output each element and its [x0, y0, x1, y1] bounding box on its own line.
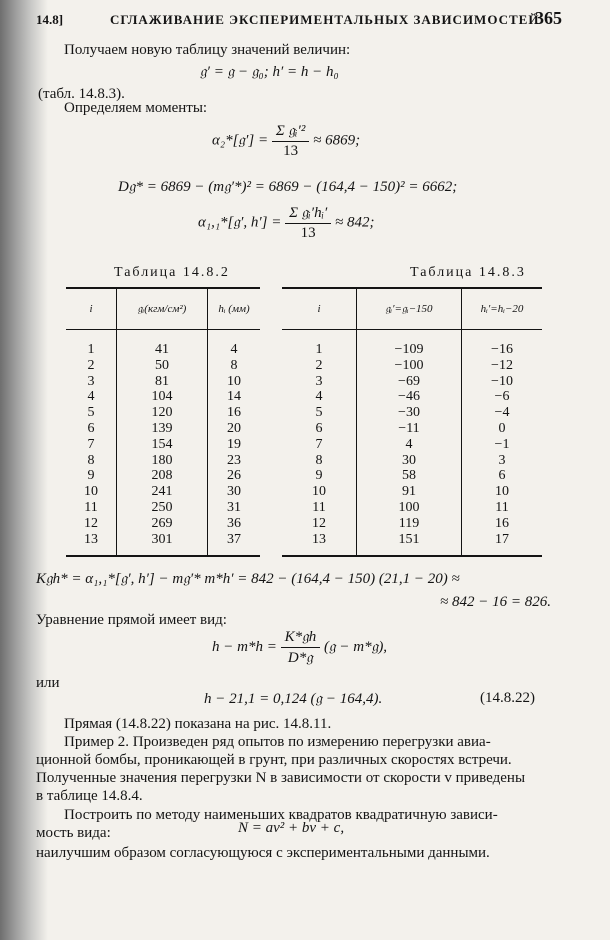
table-cell: 8: [208, 358, 261, 374]
table-row: [282, 330, 542, 358]
table-cell: 208: [117, 468, 208, 484]
column-header: hᵢ′=hᵢ−20: [462, 288, 543, 330]
paragraph: Прямая (14.8.22) показана на рис. 14.8.11.: [64, 716, 332, 732]
table-row: [282, 405, 542, 421]
table-cell: −46: [357, 389, 462, 405]
table-row: [66, 500, 260, 516]
fraction-numerator: K*𝔤h: [281, 628, 321, 648]
quadratic-equation: N = av² + bv + c,: [238, 820, 345, 836]
table-cell: 31: [208, 500, 261, 516]
table-cell: 180: [117, 453, 208, 469]
table-row: [282, 437, 542, 453]
fraction: [281, 628, 321, 667]
table-cell: 241: [117, 484, 208, 500]
table-row: [66, 358, 260, 374]
table-row: [66, 405, 260, 421]
table-cell: 13: [312, 531, 326, 547]
table-caption: Таблица 14.8.2: [114, 265, 230, 280]
table-cell: −12: [462, 358, 543, 374]
table-cell: 20: [208, 421, 261, 437]
dispersion-formula: D𝔤* = 6869 − (m𝔤′*)² = 6869 − (164,4 − 150)² = 6662;: [118, 179, 458, 195]
table-cell: 1: [87, 342, 95, 357]
table-cell: 104: [117, 389, 208, 405]
table-row: [66, 421, 260, 437]
data-table-14-8-2: [66, 287, 260, 557]
table-cell: 120: [117, 405, 208, 421]
table-cell: 17: [462, 532, 543, 557]
covariance-result: ≈ 842 − 16 = 826.: [440, 594, 551, 610]
formula-rhs: ≈ 842;: [335, 214, 375, 231]
table-row: [66, 516, 260, 532]
table-cell: −69: [357, 374, 462, 390]
table-cell: −30: [357, 405, 462, 421]
table-cell: 154: [117, 437, 208, 453]
table-cell: −1: [462, 437, 543, 453]
table-cell: 19: [208, 437, 261, 453]
table-cell: 10: [462, 484, 543, 500]
table-cell: 7: [87, 436, 95, 452]
table-cell: 8: [87, 452, 95, 468]
table-cell: 36: [208, 516, 261, 532]
table-cell: 11: [84, 499, 98, 515]
table-row: [66, 389, 260, 405]
table-cell: 1: [315, 342, 323, 357]
table-row: [66, 330, 260, 358]
table-cell: 5: [315, 405, 323, 421]
equation: 𝔤′ = 𝔤 − 𝔤₀; h′ = h − h₀: [200, 64, 339, 80]
running-head: СГЛАЖИВАНИЕ ЭКСПЕРИМЕНТАЛЬНЫХ ЗАВИСИМОСТЕЙ: [110, 12, 540, 27]
paragraph-line: в таблице 14.8.4.: [36, 788, 143, 804]
formula-lhs: h − m*h =: [212, 638, 277, 655]
column-header: 𝔤ᵢ(кгм/см²): [117, 288, 208, 330]
table-cell: 23: [208, 453, 261, 469]
table-cell: 30: [357, 453, 462, 469]
equation-number: (14.8.22): [480, 690, 535, 706]
table-cell: 6: [315, 420, 323, 436]
table-cell: 7: [315, 436, 323, 452]
regression-equation: [212, 628, 387, 667]
column-header: 𝔤ᵢ′=𝔤ᵢ−150: [357, 288, 462, 330]
table-cell: 3: [315, 373, 323, 389]
table-cell: 58: [357, 468, 462, 484]
table-row: [66, 468, 260, 484]
table-cell: 10: [312, 484, 326, 500]
table-cell: 9: [315, 468, 323, 484]
table-caption: Таблица 14.8.3: [410, 265, 526, 280]
column-header: hᵢ (мм): [208, 288, 261, 330]
formula-lhs: α₂*[𝔤′] =: [212, 132, 269, 149]
table-cell: 26: [208, 468, 261, 484]
page-number: 365: [535, 8, 562, 28]
table-row: [282, 421, 542, 437]
table-row: [282, 516, 542, 532]
fraction: [272, 122, 310, 160]
table-row: [66, 437, 260, 453]
paragraph: Уравнение прямой имеет вид:: [36, 612, 227, 628]
table-row: [282, 500, 542, 516]
section-number: 14.8]: [36, 12, 64, 27]
table-cell: 151: [357, 532, 462, 557]
paragraph-line: Построить по методу наименьших квадратов квадратичную зависи-: [64, 807, 498, 823]
table-cell: 139: [117, 421, 208, 437]
table-cell: 81: [117, 374, 208, 390]
table-cell: 3: [87, 373, 95, 389]
paragraph: Получаем новую таблицу значений величин:: [64, 42, 351, 58]
table-cell: 14: [208, 389, 261, 405]
formula-rhs: ≈ 6869;: [313, 132, 361, 149]
table-cell: −109: [357, 330, 462, 358]
table-cell: 9: [87, 468, 95, 484]
fraction-denominator: 13: [283, 143, 299, 159]
fraction: [285, 204, 331, 242]
table-cell: 301: [117, 532, 208, 557]
fraction-numerator: Σ 𝔤ᵢ′²: [272, 122, 310, 142]
table-cell: 250: [117, 500, 208, 516]
table-cell: −4: [462, 405, 543, 421]
table-cell: 3: [462, 453, 543, 469]
covariance-formula: K𝔤h* = α₁,₁*[𝔤′, h′] − m𝔤′* m*h′ = 842 − (164,4 − 150) (21,1 − 20) ≈: [36, 571, 460, 587]
table-cell: 30: [208, 484, 261, 500]
table-cell: 5: [87, 405, 95, 421]
data-table-14-8-3: [282, 287, 542, 557]
formula-lhs: α₁,₁*[𝔤′, h′] =: [198, 214, 282, 231]
table-cell: −100: [357, 358, 462, 374]
table-cell: 11: [312, 499, 326, 515]
table-cell: 16: [462, 516, 543, 532]
table-row: [282, 358, 542, 374]
paragraph-line: ционной бомбы, проникающей в грунт, при различных скоростях встречи.: [36, 752, 512, 768]
paragraph-line: Полученные значения перегрузки N в зависимости от скорости v приведены: [36, 770, 526, 786]
table-cell: 37: [208, 532, 261, 557]
column-header: i: [66, 288, 117, 330]
table-cell: −10: [462, 374, 543, 390]
table-cell: 12: [312, 515, 326, 531]
table-cell: 12: [84, 515, 98, 531]
paragraph: наилучшим образом согласующуюся с экспериментальными данными.: [36, 845, 490, 861]
formula-rhs: (𝔤 − m*𝔤),: [324, 638, 388, 655]
table-cell: 50: [117, 358, 208, 374]
table-row: [66, 453, 260, 469]
table-row: [282, 484, 542, 500]
table-cell: 100: [357, 500, 462, 516]
table-cell: 8: [315, 452, 323, 468]
table-cell: 4: [208, 330, 261, 358]
moment-formula-1: [212, 122, 360, 160]
table-row: [66, 484, 260, 500]
table-cell: −16: [462, 330, 543, 358]
table-row: [282, 532, 542, 557]
table-cell: 6: [462, 468, 543, 484]
table-cell: 4: [315, 389, 323, 405]
table-cell: 6: [87, 420, 95, 436]
table-row: [66, 374, 260, 390]
fraction-denominator: 13: [300, 225, 316, 241]
table-cell: 269: [117, 516, 208, 532]
paragraph-line: Пример 2. Произведен ряд опытов по измерению перегрузки авиа-: [64, 734, 491, 750]
paragraph: или: [36, 675, 60, 691]
table-cell: 11: [462, 500, 543, 516]
table-row: [282, 389, 542, 405]
paragraph: Определяем моменты:: [64, 100, 208, 116]
table-cell: 2: [315, 357, 323, 373]
table-cell: −6: [462, 389, 543, 405]
table-cell: 16: [208, 405, 261, 421]
table-cell: 13: [84, 531, 98, 547]
fraction-numerator: Σ 𝔤ᵢ′hᵢ′: [285, 204, 331, 224]
fraction-denominator: D*𝔤: [287, 650, 313, 666]
table-cell: 4: [357, 437, 462, 453]
paragraph: (табл. 14.8.3).: [38, 86, 125, 102]
moment-formula-2: [198, 204, 374, 242]
table-cell: −11: [357, 421, 462, 437]
table-row: [282, 453, 542, 469]
table-cell: 91: [357, 484, 462, 500]
paragraph-line: мость вида:: [36, 825, 111, 841]
table-row: [282, 374, 542, 390]
table-cell: 2: [87, 357, 95, 373]
table-cell: 10: [208, 374, 261, 390]
column-header: i: [282, 288, 357, 330]
equation-14-8-22: h − 21,1 = 0,124 (𝔤 − 164,4).: [204, 691, 383, 707]
table-cell: 10: [84, 484, 98, 500]
table-row: [66, 532, 260, 557]
table-cell: 4: [87, 389, 95, 405]
table-cell: 119: [357, 516, 462, 532]
table-cell: 41: [117, 330, 208, 358]
table-cell: 0: [462, 421, 543, 437]
table-row: [282, 468, 542, 484]
